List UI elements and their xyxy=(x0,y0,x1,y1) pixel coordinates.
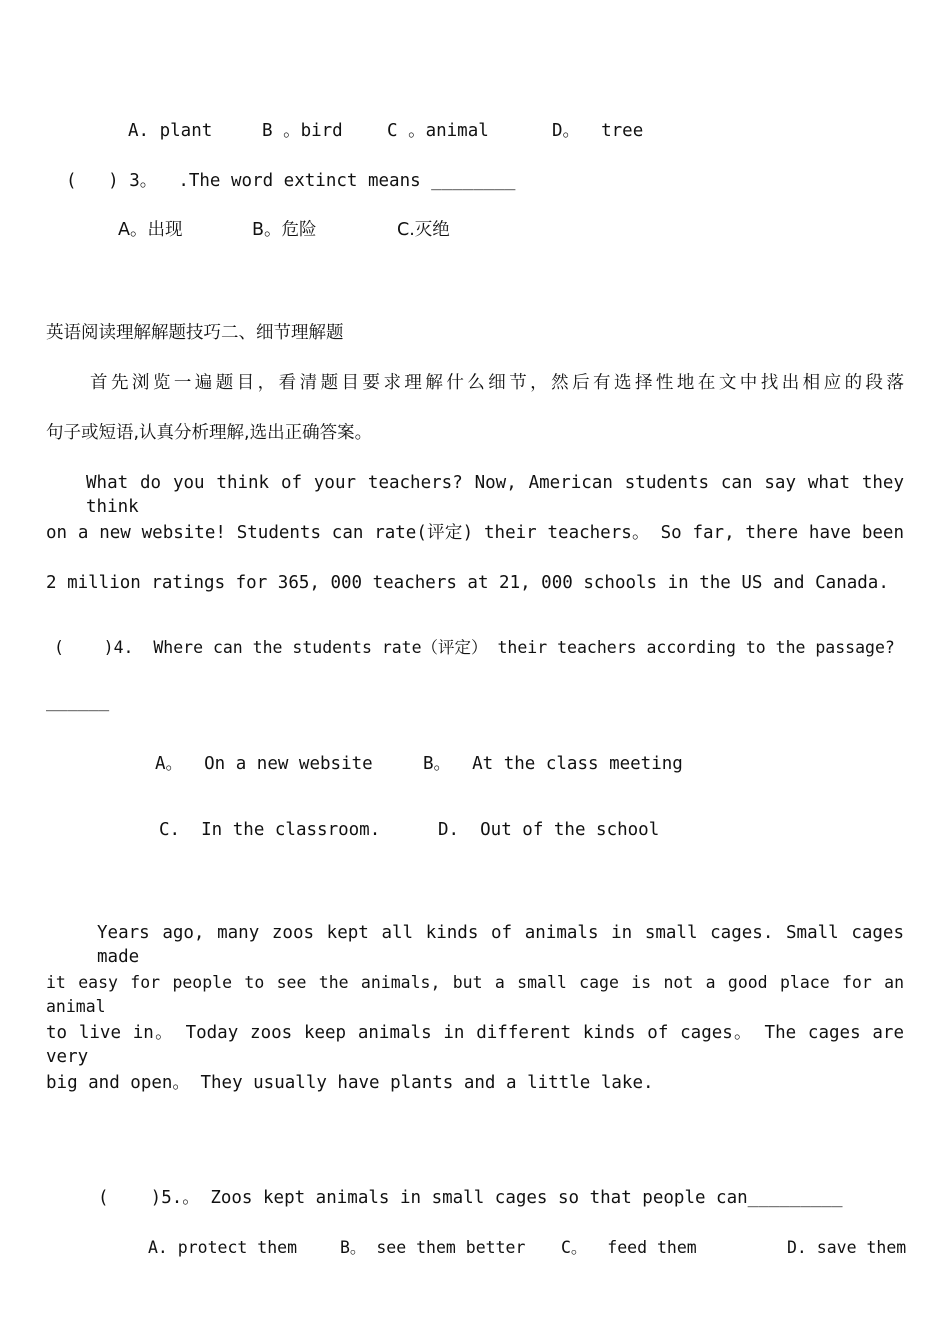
question-5-stem: ( )5.。 Zoos kept animals in small cages so that people can_________ xyxy=(98,1188,843,1208)
passage-1-line-3: 2 million ratings for 365, 000 teachers at 21, 000 schools in the US and Canada. xyxy=(46,573,889,593)
question-5-option-a: A. protect them xyxy=(148,1238,298,1257)
question-4-option-c: C. In the classroom. xyxy=(159,820,381,840)
option-d: D。 tree xyxy=(552,121,644,141)
question-5-option-c: C。 feed them xyxy=(561,1238,697,1257)
question-4-option-a: A。 On a new website xyxy=(155,754,373,774)
question-5-option-b: B。 see them better xyxy=(340,1238,526,1257)
passage-1-line-2: on a new website! Students can rate(评定) their teachers。 So far, there have been xyxy=(46,523,904,543)
question-4-option-d: D. Out of the school xyxy=(438,820,660,840)
question-4-blank: ______ xyxy=(46,692,110,712)
passage-1-line-1: What do you think of your teachers? Now, American students can say what they think xyxy=(86,473,904,517)
passage-2-line-3: to live in。 Today zoos keep animals in different kinds of cages。 The cages are very xyxy=(46,1023,904,1067)
question-3-option-c: C.灭绝 xyxy=(397,220,450,240)
intro-line-1: 首先浏览一遍题目，看清题目要求理解什么细节，然后有选择性地在文中找出相应的段落 xyxy=(90,373,904,393)
question-4-stem: ( )4. Where can the students rate（评定） their teachers according to the passage? xyxy=(54,638,895,657)
intro-line-2: 句子或短语,认真分析理解,选出正确答案。 xyxy=(46,423,373,443)
option-b: B 。bird xyxy=(262,121,343,141)
question-3-option-a: A。出现 xyxy=(118,220,183,240)
passage-2-line-4: big and open。 They usually have plants and a little lake. xyxy=(46,1073,654,1093)
passage-2-line-1: Years ago, many zoos kept all kinds of animals in small cages. Small cages made xyxy=(97,923,904,967)
option-c: C 。animal xyxy=(387,121,489,141)
question-3-option-b: B。危险 xyxy=(252,220,317,240)
section-heading: 英语阅读理解解题技巧二、细节理解题 xyxy=(46,323,344,343)
question-3-stem: ( ) 3。 .The word extinct means ________ xyxy=(66,171,516,191)
option-a: A. plant xyxy=(128,121,213,141)
passage-2-line-2: it easy for people to see the animals, but a small cage is not a good place for an animal xyxy=(46,973,904,1016)
question-4-option-b: B。 At the class meeting xyxy=(423,754,683,774)
question-5-option-d: D. save them xyxy=(787,1238,907,1257)
